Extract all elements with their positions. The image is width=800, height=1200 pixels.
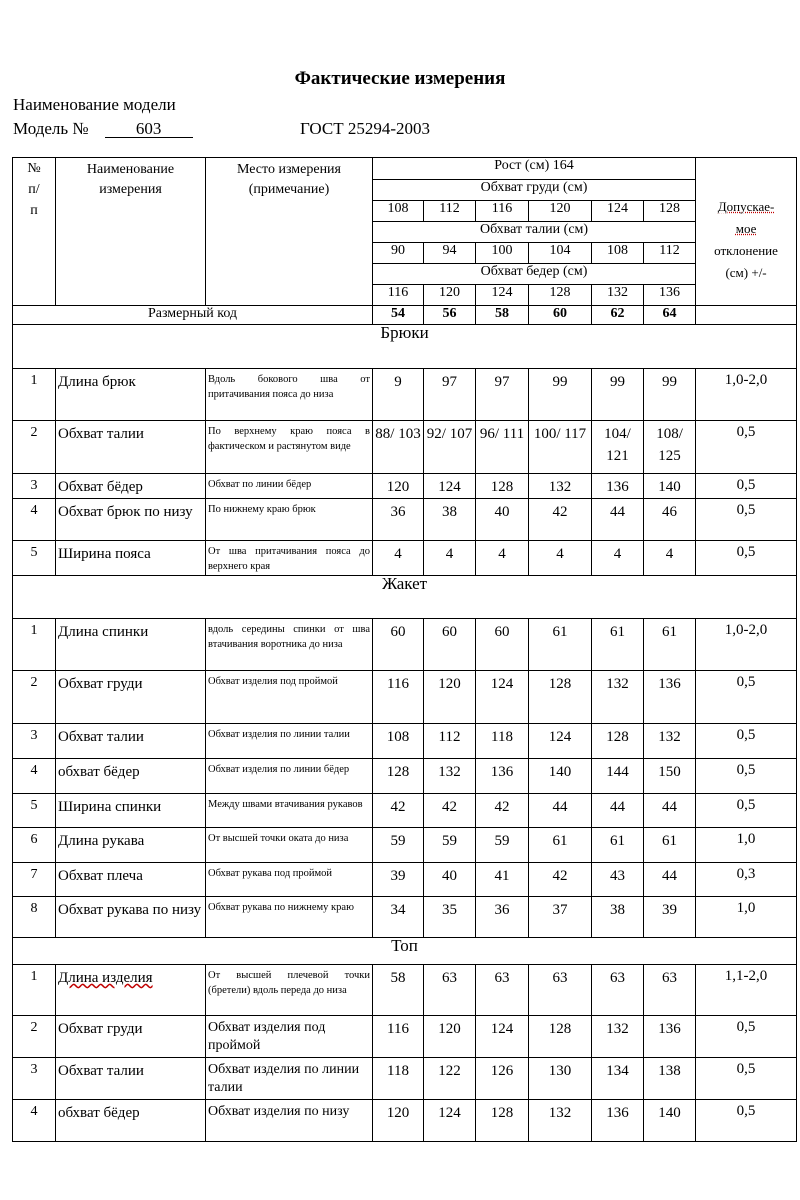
measurement-name	[56, 499, 206, 541]
measurement-value: 61	[592, 619, 644, 671]
measurement-value: 99	[644, 369, 696, 421]
row-number: 3	[13, 724, 56, 759]
hips-value: 120	[424, 285, 476, 306]
measurement-value: 4	[644, 541, 696, 576]
measurement-row	[13, 1016, 797, 1058]
measurement-value: 134	[592, 1058, 644, 1100]
measurement-value: 88/ 103	[373, 421, 424, 474]
chest-value: 108	[373, 201, 424, 222]
measurement-note: Обхват по линии бёдер	[206, 474, 373, 499]
measurement-value: 108/ 125	[644, 421, 696, 474]
row-number: 2	[13, 1016, 56, 1058]
measurement-value: 59	[373, 828, 424, 863]
measurement-value: 63	[529, 965, 592, 1016]
col-num-part: п	[30, 203, 38, 218]
tolerance-value: 0,5	[696, 759, 797, 794]
tolerance-value: 0,5	[696, 499, 797, 541]
measurement-value: 124	[424, 474, 476, 499]
size-code: 54	[373, 306, 424, 325]
measurement-name-text: Обхват талии	[58, 1063, 144, 1079]
measurement-row	[13, 421, 797, 474]
gost-standard: ГОСТ 25294-2003	[300, 119, 431, 138]
measurement-value: 116	[373, 671, 424, 724]
model-label: Модель №	[13, 119, 89, 138]
measurement-value: 40	[424, 863, 476, 897]
measurement-value: 132	[592, 671, 644, 724]
col-num-part: №	[27, 161, 41, 176]
measurement-name-text: обхват бёдер	[58, 764, 140, 780]
size-code: 64	[644, 306, 696, 325]
measurement-value: 61	[592, 828, 644, 863]
measurement-value: 42	[424, 794, 476, 828]
measurement-name-text: Обхват плеча	[58, 868, 143, 884]
hips-label: Обхват бедер (см)	[373, 264, 696, 285]
hips-value: 116	[373, 285, 424, 306]
measurement-name-text: Длина изделия	[58, 970, 153, 986]
measurement-value: 40	[476, 499, 529, 541]
measurement-row	[13, 1058, 797, 1100]
measurement-value: 128	[529, 671, 592, 724]
waist-value: 112	[644, 243, 696, 264]
measurement-note: Между швами втачивания рукавов	[206, 794, 373, 828]
chest-value: 120	[529, 201, 592, 222]
measurement-value: 136	[476, 759, 529, 794]
row-number: 8	[13, 897, 56, 938]
row-number: 5	[13, 794, 56, 828]
size-code-blank	[696, 306, 797, 325]
measurement-value: 4	[373, 541, 424, 576]
measurement-row	[13, 671, 797, 724]
measurement-value: 112	[424, 724, 476, 759]
measurements-table	[12, 157, 797, 1142]
measurement-note: Обхват изделия по линии бёдер	[206, 759, 373, 794]
measurement-note: По нижнему краю брюк	[206, 499, 373, 541]
tolerance-value: 0,5	[696, 1100, 797, 1142]
measurement-value: 4	[592, 541, 644, 576]
measurement-value: 150	[644, 759, 696, 794]
model-name-label: Наименование модели	[13, 95, 176, 114]
measurement-value: 63	[424, 965, 476, 1016]
measurement-row	[13, 619, 797, 671]
measurement-value: 120	[373, 1100, 424, 1142]
height-header: Рост (см) 164	[373, 158, 696, 180]
measurement-value: 4	[424, 541, 476, 576]
tolerance-value: 1,0-2,0	[696, 369, 797, 421]
measurement-value: 132	[592, 1016, 644, 1058]
measurement-note: От шва притачивания пояса до верхнего края	[206, 541, 373, 576]
measurement-value: 61	[644, 828, 696, 863]
measurement-name	[56, 671, 206, 724]
measurement-value: 60	[424, 619, 476, 671]
tolerance-value: 0,5	[696, 794, 797, 828]
hips-value: 128	[529, 285, 592, 306]
row-number: 6	[13, 828, 56, 863]
chest-value: 112	[424, 201, 476, 222]
measurement-name-text: обхват бёдер	[58, 1105, 140, 1121]
measurement-name	[56, 474, 206, 499]
waist-value: 108	[592, 243, 644, 264]
measurement-note: От высшей точки оката до низа	[206, 828, 373, 863]
measurement-name	[56, 794, 206, 828]
tolerance-value: 0,5	[696, 474, 797, 499]
measurement-row	[13, 1100, 797, 1142]
model-line	[13, 119, 193, 139]
measurement-name-text: Обхват талии	[58, 729, 144, 745]
measurement-value: 136	[644, 671, 696, 724]
measurement-value: 99	[592, 369, 644, 421]
tolerance-part: Допускае-	[717, 199, 775, 214]
measurement-value: 34	[373, 897, 424, 938]
measurement-note: От высшей плечевой точки (бретели) вдоль переда до низа	[206, 965, 373, 1016]
chest-value: 124	[592, 201, 644, 222]
measurement-value: 136	[644, 1016, 696, 1058]
measurement-value: 132	[424, 759, 476, 794]
measurement-value: 132	[644, 724, 696, 759]
waist-value: 104	[529, 243, 592, 264]
hips-value: 136	[644, 285, 696, 306]
measurement-value: 128	[476, 1100, 529, 1142]
measurement-name	[56, 897, 206, 938]
tolerance-value: 0,5	[696, 1058, 797, 1100]
tolerance-value: 1,1-2,0	[696, 965, 797, 1016]
measurement-value: 128	[529, 1016, 592, 1058]
size-code: 60	[529, 306, 592, 325]
measurement-row	[13, 541, 797, 576]
measurement-value: 60	[476, 619, 529, 671]
measurement-value: 128	[592, 724, 644, 759]
measurement-row	[13, 759, 797, 794]
waist-value: 94	[424, 243, 476, 264]
measurement-name-text: Обхват груди	[58, 676, 143, 692]
hips-value: 132	[592, 285, 644, 306]
measurement-name	[56, 1100, 206, 1142]
measurement-row	[13, 965, 797, 1016]
measurement-value: 108	[373, 724, 424, 759]
measurement-row	[13, 828, 797, 863]
measurement-value: 63	[644, 965, 696, 1016]
size-code: 58	[476, 306, 529, 325]
measurement-value: 124	[476, 1016, 529, 1058]
tolerance-part: отклонение	[714, 243, 778, 258]
measurement-value: 122	[424, 1058, 476, 1100]
measurement-name	[56, 724, 206, 759]
measurement-value: 124	[529, 724, 592, 759]
measurement-value: 4	[476, 541, 529, 576]
measurement-value: 132	[529, 1100, 592, 1142]
measurement-value: 118	[476, 724, 529, 759]
measurement-value: 36	[373, 499, 424, 541]
row-number: 5	[13, 541, 56, 576]
measurement-value: 116	[373, 1016, 424, 1058]
chest-value: 116	[476, 201, 529, 222]
measurement-name-text: Обхват брюк по низу	[58, 504, 193, 520]
measurement-name	[56, 965, 206, 1016]
measurement-name	[56, 863, 206, 897]
measurement-value: 42	[529, 499, 592, 541]
measurement-name-text: Ширина спинки	[58, 799, 162, 815]
tolerance-value: 0,5	[696, 421, 797, 474]
measurement-value: 118	[373, 1058, 424, 1100]
measurement-value: 120	[373, 474, 424, 499]
measurement-value: 100/ 117	[529, 421, 592, 474]
measurement-value: 96/ 111	[476, 421, 529, 474]
chest-label: Обхват груди (см)	[373, 180, 696, 201]
document-title: Фактические измерения	[294, 68, 506, 89]
measurement-name-text: Обхват груди	[58, 1021, 143, 1037]
measurement-value: 35	[424, 897, 476, 938]
measurement-value: 130	[529, 1058, 592, 1100]
measurement-note: Обхват изделия под проймой	[206, 1016, 373, 1058]
measurement-value: 59	[424, 828, 476, 863]
measurement-name	[56, 619, 206, 671]
measurement-value: 144	[592, 759, 644, 794]
row-number: 3	[13, 474, 56, 499]
measurement-value: 132	[529, 474, 592, 499]
tolerance-value: 0,3	[696, 863, 797, 897]
waist-label: Обхват талии (см)	[373, 222, 696, 243]
row-number: 3	[13, 1058, 56, 1100]
measurement-note: Вдоль бокового шва от притачивания пояса до низа	[206, 369, 373, 421]
row-number: 1	[13, 619, 56, 671]
measurement-note: Обхват изделия по низу	[206, 1100, 373, 1142]
measurement-name	[56, 759, 206, 794]
measurement-value: 37	[529, 897, 592, 938]
measurement-value: 4	[529, 541, 592, 576]
section-title: Жакет	[13, 576, 797, 619]
measurement-value: 39	[644, 897, 696, 938]
measurement-name	[56, 369, 206, 421]
row-number: 1	[13, 965, 56, 1016]
waist-value: 100	[476, 243, 529, 264]
col-num-part: п/	[28, 182, 40, 197]
measurement-value: 36	[476, 897, 529, 938]
size-code-label: Размерный код	[13, 306, 373, 325]
measurement-note: вдоль середины спинки от шва втачивания воротника до низа	[206, 619, 373, 671]
measurement-note: Обхват рукава по нижнему краю	[206, 897, 373, 938]
tolerance-value: 0,5	[696, 541, 797, 576]
measurement-value: 59	[476, 828, 529, 863]
section-title: Брюки	[13, 325, 797, 369]
measurement-value: 99	[529, 369, 592, 421]
measurement-row	[13, 499, 797, 541]
measurement-value: 128	[476, 474, 529, 499]
measurement-value: 140	[644, 1100, 696, 1142]
measurement-value: 140	[644, 474, 696, 499]
measurement-value: 126	[476, 1058, 529, 1100]
measurement-value: 120	[424, 1016, 476, 1058]
size-code: 62	[592, 306, 644, 325]
col-name-header: Наименование измерения	[56, 158, 206, 306]
measurement-value: 124	[424, 1100, 476, 1142]
measurement-name-text: Обхват рукава по низу	[58, 902, 202, 918]
tolerance-header	[696, 158, 797, 306]
measurement-value: 128	[373, 759, 424, 794]
tolerance-value: 1,0	[696, 897, 797, 938]
tolerance-value: 0,5	[696, 1016, 797, 1058]
tolerance-part: (см) +/-	[725, 265, 767, 280]
measurement-value: 60	[373, 619, 424, 671]
measurement-value: 44	[592, 794, 644, 828]
measurement-value: 41	[476, 863, 529, 897]
row-number: 4	[13, 759, 56, 794]
measurement-row	[13, 897, 797, 938]
measurement-value: 46	[644, 499, 696, 541]
row-number: 4	[13, 499, 56, 541]
measurement-value: 39	[373, 863, 424, 897]
measurement-value: 61	[529, 619, 592, 671]
measurement-value: 44	[644, 863, 696, 897]
measurement-row	[13, 724, 797, 759]
measurement-value: 44	[529, 794, 592, 828]
measurement-note: Обхват изделия по линии талии	[206, 1058, 373, 1100]
measurement-value: 138	[644, 1058, 696, 1100]
measurement-value: 97	[476, 369, 529, 421]
measurement-row	[13, 369, 797, 421]
measurement-value: 61	[529, 828, 592, 863]
measurement-value: 38	[592, 897, 644, 938]
measurement-name	[56, 541, 206, 576]
measurement-note: Обхват изделия по линии талии	[206, 724, 373, 759]
tolerance-value: 1,0-2,0	[696, 619, 797, 671]
measurement-value: 140	[529, 759, 592, 794]
measurement-note: Обхват изделия под проймой	[206, 671, 373, 724]
col-place-header: Место измерения (примечание)	[206, 158, 373, 306]
row-number: 1	[13, 369, 56, 421]
waist-value: 90	[373, 243, 424, 264]
measurement-value: 63	[476, 965, 529, 1016]
measurement-name-text: Длина спинки	[58, 624, 149, 640]
tolerance-value: 0,5	[696, 724, 797, 759]
measurement-value: 136	[592, 1100, 644, 1142]
measurement-value: 92/ 107	[424, 421, 476, 474]
measurement-name	[56, 421, 206, 474]
row-number: 2	[13, 671, 56, 724]
chest-value: 128	[644, 201, 696, 222]
measurement-value: 61	[644, 619, 696, 671]
measurement-name	[56, 1016, 206, 1058]
tolerance-part: мое	[735, 221, 757, 236]
tolerance-value: 0,5	[696, 671, 797, 724]
row-number: 4	[13, 1100, 56, 1142]
measurement-value: 44	[592, 499, 644, 541]
measurement-value: 120	[424, 671, 476, 724]
measurement-row	[13, 474, 797, 499]
measurement-value: 104/ 121	[592, 421, 644, 474]
measurement-name-text: Обхват талии	[58, 426, 144, 442]
tolerance-value: 1,0	[696, 828, 797, 863]
measurement-name	[56, 1058, 206, 1100]
row-number: 7	[13, 863, 56, 897]
measurement-name-text: Длина рукава	[58, 833, 145, 849]
measurement-value: 43	[592, 863, 644, 897]
measurement-row	[13, 863, 797, 897]
measurement-note: По верхнему краю пояса в фактическом и растянутом виде	[206, 421, 373, 474]
measurement-note: Обхват рукава под проймой	[206, 863, 373, 897]
measurement-value: 124	[476, 671, 529, 724]
measurement-value: 136	[592, 474, 644, 499]
measurement-value: 42	[529, 863, 592, 897]
measurement-name-text: Обхват бёдер	[58, 479, 143, 495]
measurement-value: 42	[373, 794, 424, 828]
hips-value: 124	[476, 285, 529, 306]
section-title: Топ	[13, 938, 797, 965]
measurement-value: 58	[373, 965, 424, 1016]
measurement-name	[56, 828, 206, 863]
measurement-value: 42	[476, 794, 529, 828]
measurement-name-text: Длина брюк	[58, 374, 136, 390]
measurement-name-text: Ширина пояса	[58, 546, 151, 562]
measurement-value: 38	[424, 499, 476, 541]
measurement-row	[13, 794, 797, 828]
measurement-value: 44	[644, 794, 696, 828]
measurement-value: 63	[592, 965, 644, 1016]
col-num-header	[13, 158, 56, 306]
size-code: 56	[424, 306, 476, 325]
measurement-value: 97	[424, 369, 476, 421]
model-number: 603	[105, 120, 193, 138]
measurement-value: 9	[373, 369, 424, 421]
row-number: 2	[13, 421, 56, 474]
